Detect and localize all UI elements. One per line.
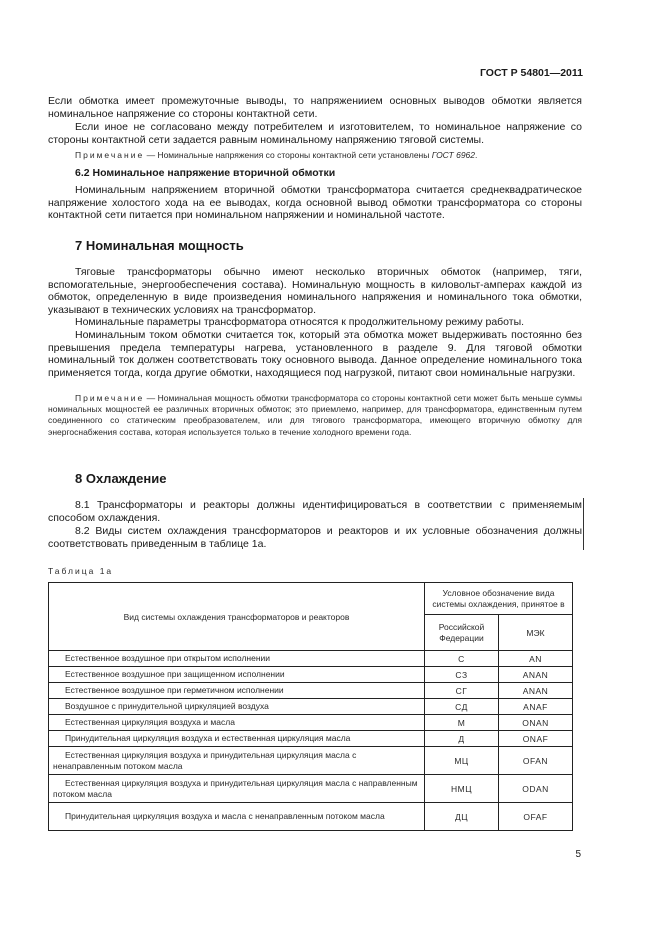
section-6-2-heading: 6.2 Номинальное напряжение вторичной обмотки: [75, 167, 336, 179]
iec-designation-cell: ODAN: [499, 775, 573, 803]
paragraph-8-2: 8.2 Виды систем охлаждения трансформаторов и реакторов и их условные обозначения должны соответствовать приведенным в таблице 1а.: [48, 525, 582, 550]
table-row: [49, 699, 573, 715]
paragraph-agreement: Если иное не согласовано между потребителем и изготовителем, то номинальное напряжение со стороны контактной сети задается равным номинальному напряжению тяговой системы.: [48, 121, 582, 146]
col-header-russian-federation: Российской Федерации: [425, 615, 499, 651]
table-caption: Таблица 1а: [48, 566, 114, 576]
cooling-type-cell: Воздушное с принудительной циркуляцией воздуха: [49, 699, 425, 715]
paragraph-8-1: 8.1 Трансформаторы и реакторы должны идентифицироваться в соответствии с применяемым способом охлаждения.: [48, 499, 582, 524]
note-end: .: [475, 150, 478, 160]
page-number: 5: [575, 849, 581, 860]
table-row: [49, 803, 573, 831]
cooling-type-cell: Естественное воздушное при открытом исполнении: [49, 651, 425, 667]
iec-designation-cell: ONAN: [499, 715, 573, 731]
paragraph-continuous-mode: Номинальные параметры трансформатора относятся к продолжительному режиму работы.: [75, 316, 525, 328]
table-row: [49, 651, 573, 667]
cooling-type-cell: Естественная циркуляция воздуха и принудительная циркуляция масла с ненаправленным потоком масла: [49, 747, 425, 775]
note-nominal-power: [48, 393, 582, 438]
cooling-type-cell: Естественное воздушное при герметичном исполнении: [49, 683, 425, 699]
note-text: — Номинальные напряжения со стороны контактной сети установлены: [146, 150, 432, 160]
table-row: [49, 775, 573, 803]
paragraph-traction-windings: Тяговые трансформаторы обычно имеют несколько вторичных обмоток (например, тяги, вспомогательные, энергообеспечения состава). Номинальную мощность в киловольт-амперах каждой из обмоток, определенную в виде произведения номинального напряжения и номинального тока обмотки, указывают в технических условиях на трансформатор.: [48, 266, 582, 316]
rf-designation-cell: НМЦ: [425, 775, 499, 803]
table-row: [49, 731, 573, 747]
note-nominal-voltages: [48, 150, 582, 161]
paragraph-nominal-current: Номинальным током обмотки считается ток, который эта обмотка может выдерживать постоянно без превышения предела температуры нагрева, установленного в разделе 9. Для тяговой обмотки номинальный ток должен соответствовать току основного вывода. Данное определение номинального тока применяется тогда, когда другие обмотки, находящиеся под нагрузкой, питают свои номинальные нагрузки.: [48, 329, 582, 379]
table-row: [49, 683, 573, 699]
iec-designation-cell: OFAF: [499, 803, 573, 831]
rf-designation-cell: СЗ: [425, 667, 499, 683]
section-7-heading: 7 Номинальная мощность: [75, 238, 244, 253]
col-header-type: Вид системы охлаждения трансформаторов и реакторов: [49, 583, 425, 651]
note-label: Примечание: [75, 393, 145, 403]
cooling-type-cell: Естественное воздушное при защищенном исполнении: [49, 667, 425, 683]
iec-designation-cell: ONAF: [499, 731, 573, 747]
note-label: Примечание: [75, 150, 145, 160]
table-body: [49, 651, 573, 831]
iec-designation-cell: ANAN: [499, 667, 573, 683]
rf-designation-cell: МЦ: [425, 747, 499, 775]
section-8-heading: 8 Охлаждение: [75, 471, 167, 486]
change-bar: [583, 498, 584, 550]
cooling-type-cell: Принудительная циркуляция воздуха и масла с ненаправленным потоком масла: [49, 803, 425, 831]
col-header-iec: МЭК: [499, 615, 573, 651]
rf-designation-cell: М: [425, 715, 499, 731]
note-text: — Номинальная мощность обмотки трансформатора со стороны контактной сети может быть меньше суммы номинальных мощностей ее различных вторичных обмоток; это приемлемо, например, для трансформатора, единственным путем соединенного со статическим преобразователем, или для тягового трансформатора, имеющего вторичную обмотку для энергоснабжения состава, которая используется только в течение холодного времени года.: [48, 393, 582, 437]
rf-designation-cell: ДЦ: [425, 803, 499, 831]
iec-designation-cell: AN: [499, 651, 573, 667]
col-header-designation: Условное обозначение вида системы охлаждения, принятое в: [425, 583, 573, 615]
table-row: [49, 715, 573, 731]
paragraph-intermediate-taps: Если обмотка имеет промежуточные выводы, то напряжениием основных выводов обмотки является номинальное напряжение со стороны контактной сети.: [48, 95, 582, 120]
cooling-type-cell: Принудительная циркуляция воздуха и естественная циркуляция масла: [49, 731, 425, 747]
cooling-systems-table: [48, 582, 573, 831]
rf-designation-cell: СГ: [425, 683, 499, 699]
iec-designation-cell: OFAN: [499, 747, 573, 775]
cooling-type-cell: Естественная циркуляция воздуха и принудительная циркуляция масла с направленным потоком масла: [49, 775, 425, 803]
paragraph-secondary-voltage: Номинальным напряжением вторичной обмотки трансформатора считается среднеквадратическое напряжение холостого хода на ее выводах, когда основной вывод обмотки трансформатора со стороны контактной сети питается при номинальном напряжении и номинальной частоте.: [48, 184, 582, 222]
iec-designation-cell: ANAN: [499, 683, 573, 699]
cooling-type-cell: Естественная циркуляция воздуха и масла: [49, 715, 425, 731]
table-header-row: [49, 583, 573, 615]
rf-designation-cell: Д: [425, 731, 499, 747]
note-reference: ГОСТ 6962: [431, 150, 476, 160]
table-row: [49, 667, 573, 683]
rf-designation-cell: С: [425, 651, 499, 667]
table-row: [49, 747, 573, 775]
iec-designation-cell: ANAF: [499, 699, 573, 715]
standard-header: ГОСТ Р 54801—2011: [479, 67, 583, 79]
rf-designation-cell: СД: [425, 699, 499, 715]
